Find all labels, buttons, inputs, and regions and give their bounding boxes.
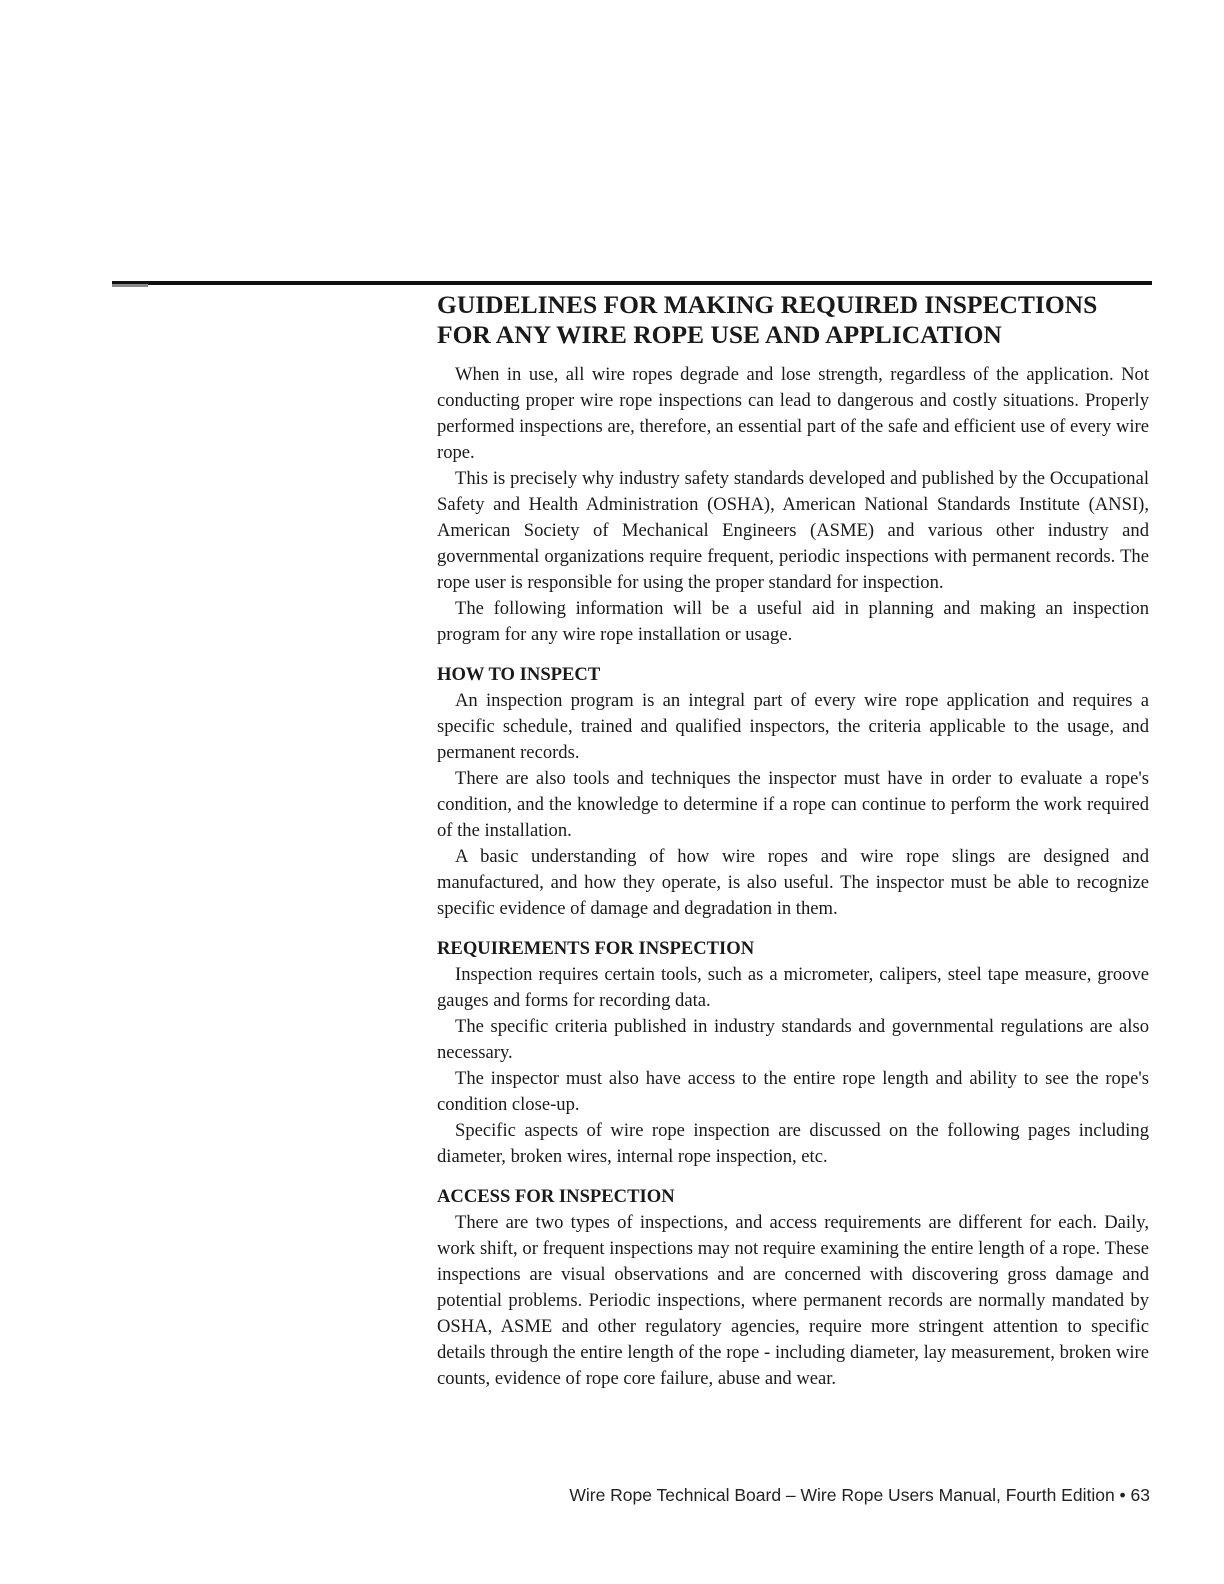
section-heading: ACCESS FOR INSPECTION — [437, 1186, 675, 1207]
page-title — [437, 290, 1149, 350]
header-rule-fade — [112, 284, 148, 287]
section-paragraph: The inspector must also have access to the entire rope length and ability to see the rope's condition close-up. — [437, 1068, 1149, 1115]
header-rule — [112, 281, 1152, 285]
section-how-to-inspect — [437, 662, 1149, 922]
section-paragraph: A basic understanding of how wire ropes and wire rope slings are designed and manufactured, and how they operate, is also useful. The inspector must be able to recognize specific evidence of damage and degradation in them. — [437, 846, 1149, 919]
section-paragraph: There are also tools and techniques the inspector must have in order to evaluate a rope's condition, and the knowledge to determine if a rope can continue to perform the work required of the installation. — [437, 768, 1149, 841]
page-title-line-1: GUIDELINES FOR MAKING REQUIRED INSPECTIONS — [437, 290, 1098, 319]
section-requirements-for-inspection — [437, 936, 1149, 1170]
page-title-line-2: FOR ANY WIRE ROPE USE AND APPLICATION — [437, 320, 1002, 349]
section-access-for-inspection — [437, 1184, 1149, 1392]
intro-paragraph: This is precisely why industry safety standards developed and published by the Occupational Safety and Health Administration (OSHA), American National Standards Institute (ANSI), American Society of Mechanical Engineers (ASME) and various other industry and governmental organizations require frequent, periodic inspections with permanent records. The rope user is responsible for using the proper standard for inspection. — [437, 468, 1149, 593]
section-heading: REQUIREMENTS FOR INSPECTION — [437, 938, 755, 959]
section-paragraph: An inspection program is an integral part of every wire rope application and requires a specific schedule, trained and qualified inspectors, the criteria applicable to the usage, and permanent records. — [437, 690, 1149, 763]
section-paragraph: There are two types of inspections, and access requirements are different for each. Daily, work shift, or frequent inspections may not require examining the entire length of a rope. These inspections are visual observations and are concerned with discovering gross damage and potential problems. Periodic inspections, where permanent records are normally mandated by OSHA, ASME and other regulatory agencies, require more stringent attention to specific details through the entire length of the rope - including diameter, lay measurement, broken wire counts, evidence of rope core failure, abuse and wear. — [437, 1212, 1149, 1389]
section-paragraph: The specific criteria published in industry standards and governmental regulations are also necessary. — [437, 1016, 1149, 1063]
intro-paragraph: The following information will be a useful aid in planning and making an inspection program for any wire rope installation or usage. — [437, 598, 1149, 645]
section-paragraph: Specific aspects of wire rope inspection are discussed on the following pages including diameter, broken wires, internal rope inspection, etc. — [437, 1120, 1149, 1167]
section-heading: HOW TO INSPECT — [437, 664, 601, 685]
section-paragraph: Inspection requires certain tools, such as a micrometer, calipers, steel tape measure, groove gauges and forms for recording data. — [437, 964, 1149, 1011]
intro-paragraph: When in use, all wire ropes degrade and lose strength, regardless of the application. Not conducting proper wire rope inspections can lead to dangerous and costly situations. Properly performed inspections are, therefore, an essential part of the safe and efficient use of every wire rope. — [437, 364, 1149, 463]
page-footer: Wire Rope Technical Board – Wire Rope Users Manual, Fourth Edition • 63 — [569, 1485, 1150, 1505]
intro-section — [437, 362, 1149, 648]
page-content — [437, 290, 1149, 1392]
